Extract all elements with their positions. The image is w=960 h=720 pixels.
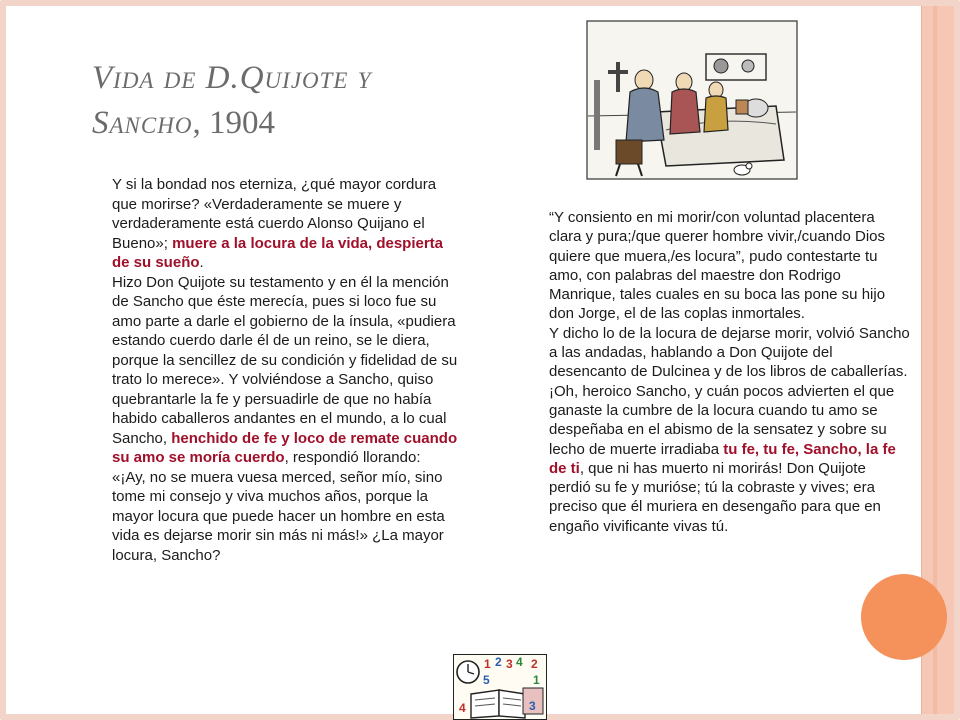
left-p2-highlight: henchido de fe y loco de remate cuando su amo se moría cuerdo [112, 429, 458, 466]
clock-icon [457, 661, 479, 683]
left-p2-text: Hizo Don Quijote su testamento y en él la mención de Sancho que éste merecía, pues si loco fue su amo parte a darle el gobierno de la ínsula, «pudiera estando cuerdo darle él de un reino, se le diera, porque la sencillez de su condición y fidelidad de su trato lo merece». Y volviéndose a Sancho, quiso quebrantarle la fe y persuadirle de que no había habido caballeros andantes en el mundo, a lo cual Sancho, [112, 273, 458, 447]
right-p2-text: Y dicho lo de la locura de dejarse morir, volvió Sancho a las andadas, hablando a Don Quijote del desencanto de Dulcinea y de los libros de caballerías. ¡Oh, heroico Sancho, y cuán pocos advierten el que ganaste la cumbre de la locura cuando tu amo se despeñaba en el abismo de la sensatez y sobre su lecho de muerte irradiaba [549, 324, 910, 458]
quijote-deathbed-illustration [586, 20, 798, 180]
right-p2-highlight: tu fe, tu fe, Sancho, la fe de ti [549, 440, 896, 477]
left-p2-end: , respondió llorando: «¡Ay, no se muera vuesa merced, señor mío, sino tome mi consejo y viva muchos años, porque la mayor locura que puede hacer un hombre en esta vida es dejarse morir sin más ni más!» ¿La mayor locura, Sancho? [112, 449, 445, 564]
clipart-number: 3 [529, 699, 536, 713]
clock-book-numbers-clipart [453, 654, 547, 720]
clipart-number: 3 [506, 657, 513, 671]
clipart-number: 1 [484, 657, 491, 671]
left-paragraph-1 [112, 175, 458, 273]
right-paragraph-2 [549, 324, 911, 536]
decorative-orange-circle [861, 574, 947, 660]
slide-title [92, 56, 512, 146]
open-book-icon [471, 690, 525, 718]
left-p1-text: Y si la bondad nos eterniza, ¿qué mayor cordura que morirse? «Verdaderamente se muere y verdaderamente está cuerdo Alonso Quijano el Bueno»; [112, 176, 437, 252]
right-paragraph-1 [549, 208, 911, 324]
right-text-column [549, 208, 911, 536]
title-text-part2: Sancho [92, 105, 193, 141]
right-p1-text: “Y consiento en mi morir/con voluntad placentera clara y pura;/que querer hombre vivir,/cuando Dios quiere que muera,/es locura”, pudo contestarte tu amo, con palabras del maestre don Rodrigo Manrique, tales cuales en su boca las pone su hijo don Jorge, el de las coplas inmortales. [549, 209, 886, 323]
title-text-part1: Vida de D.Quijote y [92, 60, 372, 96]
clipart-number: 2 [531, 657, 538, 671]
clipart-number: 4 [459, 701, 466, 715]
right-p2-end: , que ni has muerto ni morirás! Don Quijote perdió su fe y murióse; tú la cobraste y vives; era preciso que él muriera en desengaño para que en engaño vivificante vivas tú. [549, 459, 881, 535]
left-paragraph-2 [112, 273, 458, 566]
left-text-column [112, 175, 458, 565]
left-p1-end: . [199, 254, 204, 271]
clipart-number: 4 [516, 655, 523, 669]
clipart-number: 1 [533, 673, 540, 687]
left-p1-highlight: muere a la locura de la vida, despierta de su sueño [112, 234, 444, 271]
clipart-number: 5 [483, 673, 490, 687]
clipart-number: 2 [495, 655, 502, 669]
title-year: , 1904 [192, 105, 275, 141]
